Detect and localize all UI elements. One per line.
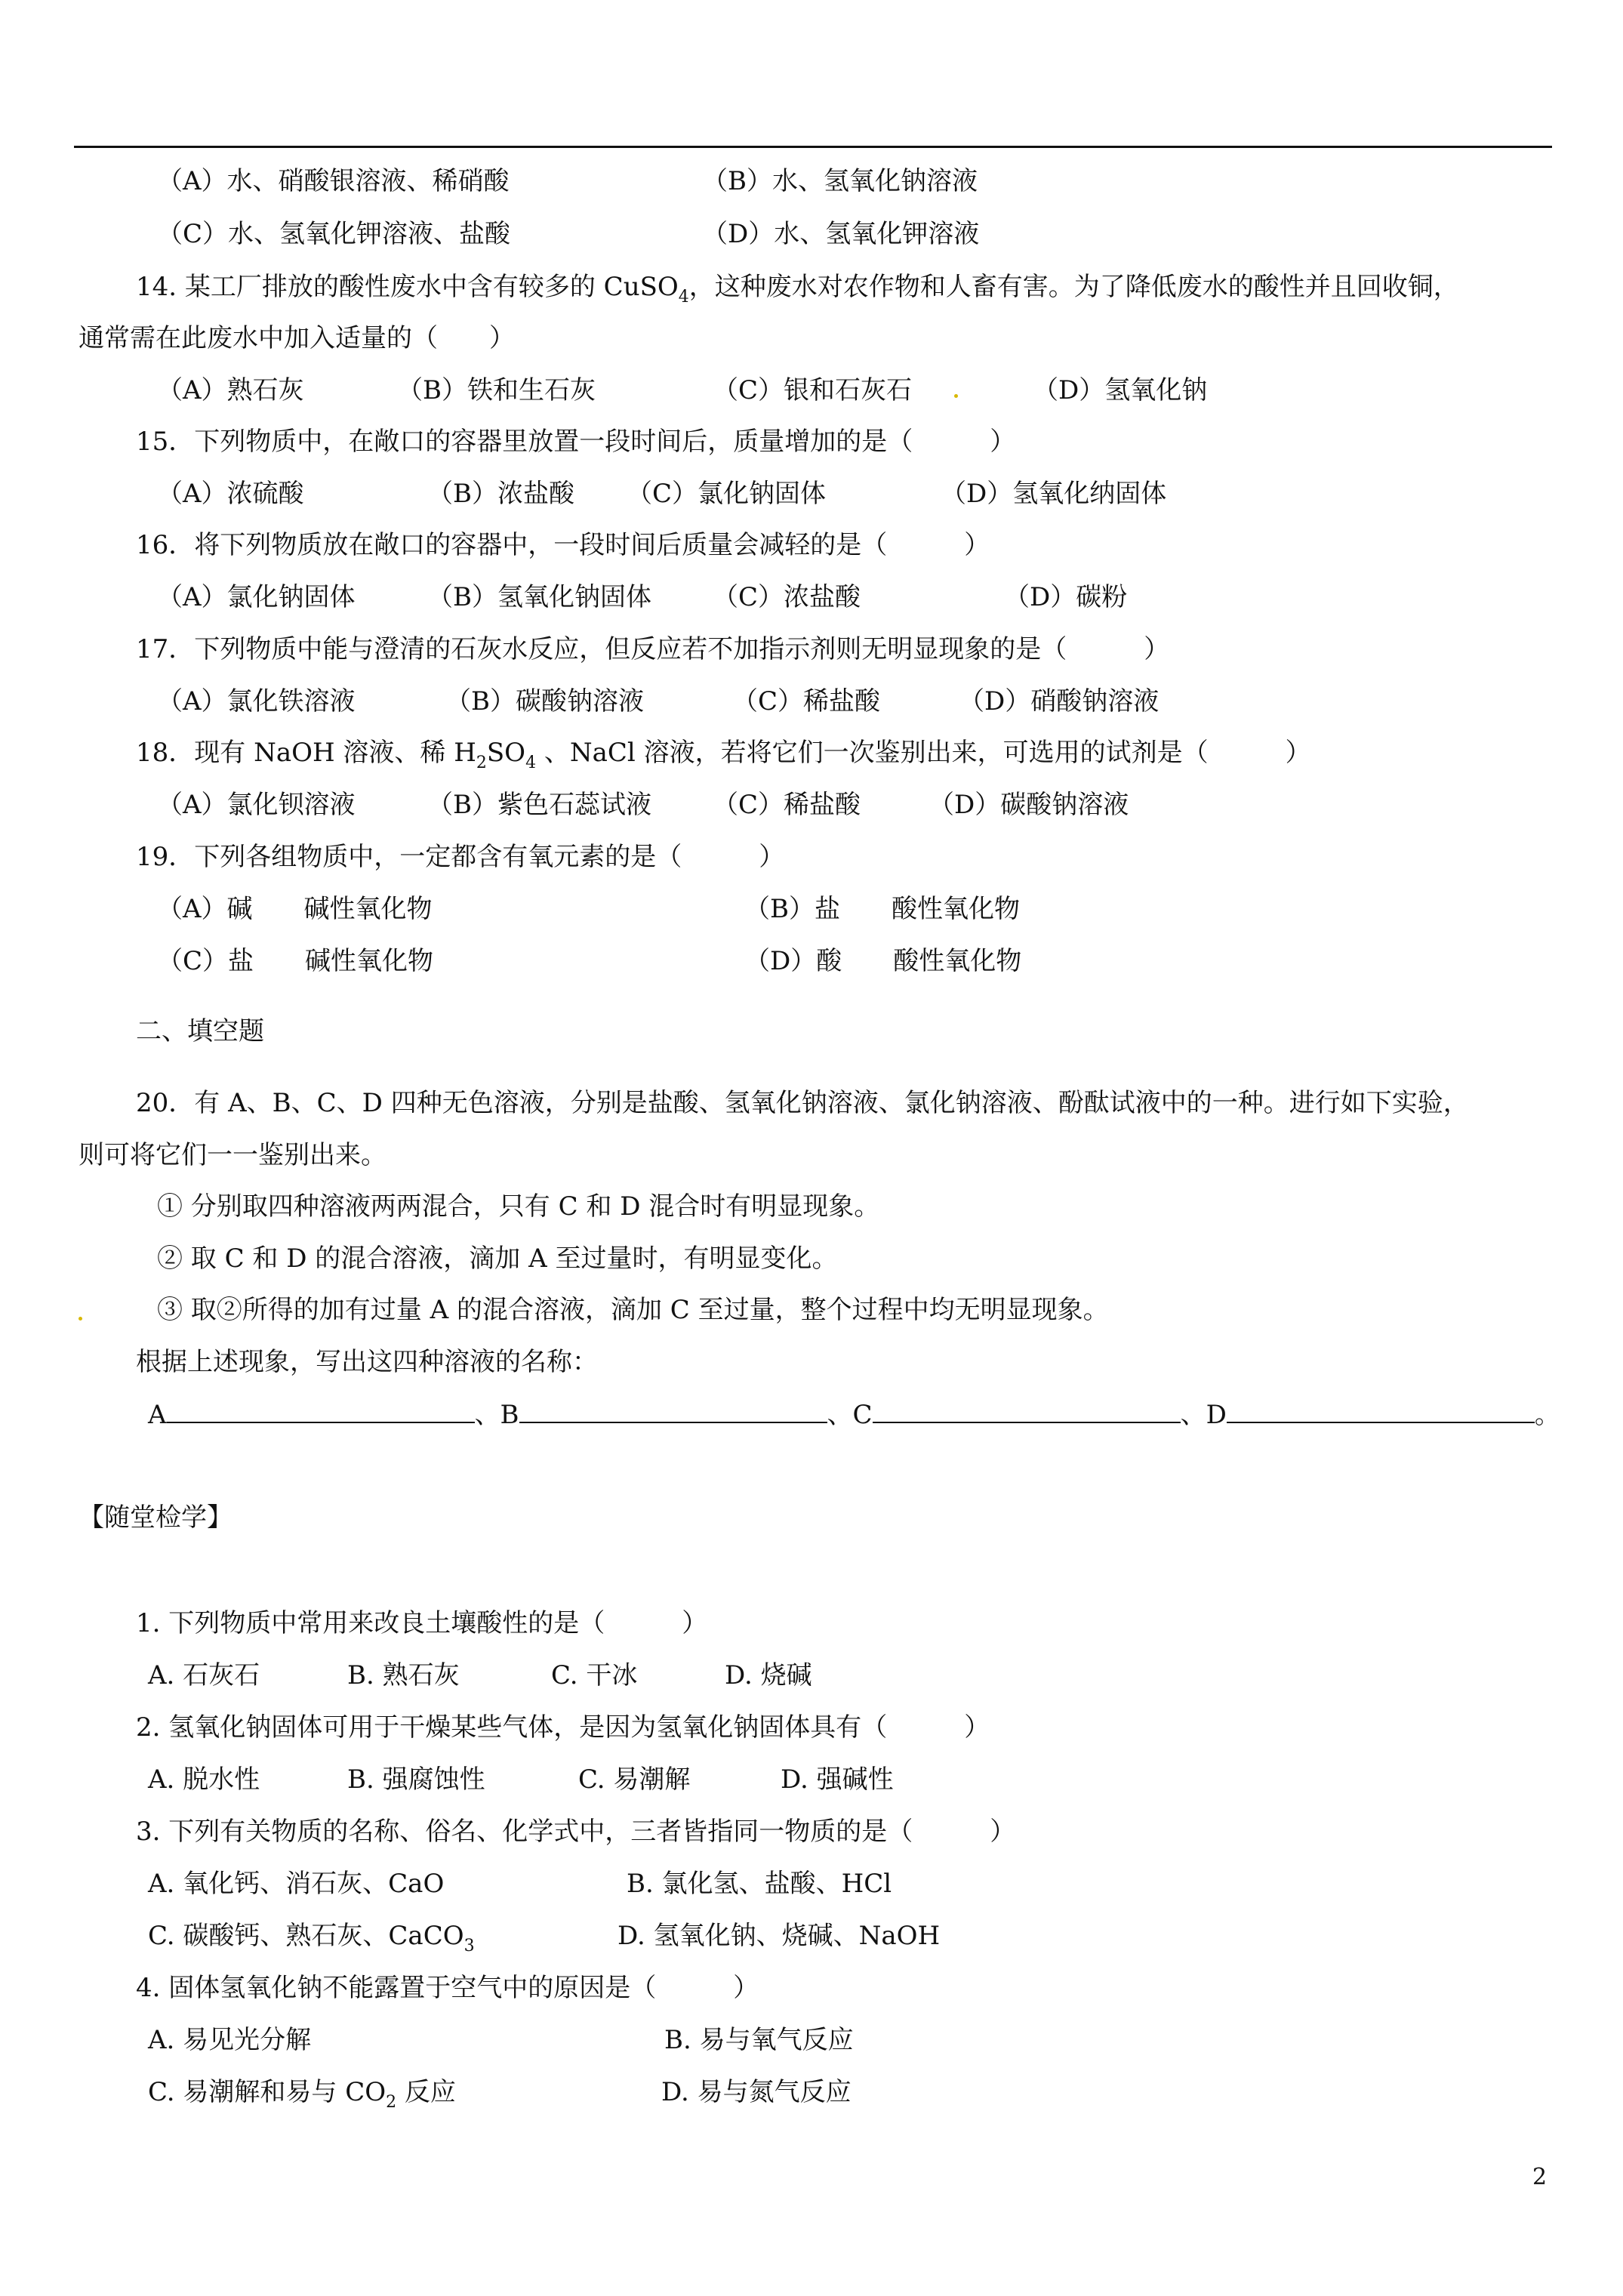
q13-option-b: （B）水、氢氧化钠溶液 xyxy=(702,166,978,196)
q20-stem-line2: 则可将它们一一鉴别出来。 xyxy=(79,1140,387,1170)
q16-stem: 16．将下列物质放在敞口的容器中，一段时间后质量会减轻的是（ ） xyxy=(136,530,990,560)
q20-label-d: 、D xyxy=(1180,1400,1227,1430)
q14-option-b: （B）铁和生石灰 xyxy=(397,375,596,405)
q20-label-c: 、C xyxy=(827,1400,873,1430)
q20-blank-d[interactable] xyxy=(1227,1399,1535,1423)
header-rule xyxy=(74,146,1552,148)
q17-option-b: （B）碳酸钠溶液 xyxy=(445,686,644,717)
q20-label-a: A xyxy=(148,1400,167,1430)
q20-label-b: 、B xyxy=(474,1400,519,1430)
quiz-q1-option-c: C. 干冰 xyxy=(551,1660,638,1690)
q19-option-c: （C）盐 碱性氧化物 xyxy=(157,946,434,976)
q15-option-a: （A）浓硫酸 xyxy=(157,479,304,509)
quiz-section-title: 【随堂检学】 xyxy=(79,1502,233,1533)
q13-option-c: （C）水、氢氧化钾溶液、盐酸 xyxy=(157,219,511,249)
q18-stem-text-2: 、NaCl 溶液，若将它们一次鉴别出来，可选用的试剂是（ ） xyxy=(536,738,1311,768)
quiz-q4-option-a: A. 易见光分解 xyxy=(148,2025,312,2055)
page-number: 2 xyxy=(1532,2164,1548,2190)
q18-subscript-4: 4 xyxy=(525,754,537,772)
quiz-q3-option-d: D. 氢氧化钠、烧碱、NaOH xyxy=(617,1921,941,1951)
q15-option-d: （D）氢氧化纳固体 xyxy=(941,479,1167,509)
q16-option-b: （B）氢氧化钠固体 xyxy=(427,582,651,612)
quiz-q3-option-c-subscript: 3 xyxy=(463,1937,475,1955)
q19-option-a: （A）碱 碱性氧化物 xyxy=(157,894,433,924)
q18-option-d: （D）碳酸钠溶液 xyxy=(929,790,1129,820)
quiz-q4-option-c-text-2: 反应 xyxy=(396,2077,456,2107)
q14-stem-text-2: ，这种废水对农作物和人畜有害。为了降低废水的酸性并且回收铜， xyxy=(688,272,1459,302)
quiz-q3-option-c-text: C. 碳酸钙、熟石灰、CaCO xyxy=(148,1921,464,1951)
q20-end-mark: 。 xyxy=(1534,1400,1560,1430)
q17-option-a: （A）氯化铁溶液 xyxy=(157,686,356,717)
q20-blank-c[interactable] xyxy=(873,1399,1181,1423)
q18-stem-so: SO xyxy=(486,738,526,768)
quiz-q1-option-a: A. 石灰石 xyxy=(148,1660,260,1690)
q17-option-d: （D）硝酸钠溶液 xyxy=(959,686,1160,717)
q20-answer-line xyxy=(148,1399,1560,1430)
quiz-q1-stem: 1. 下列物质中常用来改良土壤酸性的是（ ） xyxy=(136,1608,708,1638)
quiz-q3-stem: 3. 下列有关物质的名称、俗名、化学式中，三者皆指同一物质的是（ ） xyxy=(136,1817,1016,1847)
q19-option-d: （D）酸 酸性氧化物 xyxy=(744,946,1022,976)
q19-stem: 19．下列各组物质中，一定都含有氧元素的是（ ） xyxy=(136,842,785,872)
q20-blank-b[interactable] xyxy=(519,1399,827,1423)
q17-stem: 17．下列物质中能与澄清的石灰水反应，但反应若不加指示剂则无明显现象的是（ ） xyxy=(136,634,1170,664)
q17-option-c: （C）稀盐酸 xyxy=(732,686,881,717)
quiz-q2-option-a: A. 脱水性 xyxy=(148,1764,260,1795)
q20-step-1: ① 分别取四种溶液两两混合，只有 C 和 D 混合时有明显现象。 xyxy=(157,1191,880,1222)
q20-blank-a[interactable] xyxy=(167,1399,475,1423)
section-title-fill-in: 二、填空题 xyxy=(136,1016,264,1046)
q13-option-d: （D）水、氢氧化钾溶液 xyxy=(702,219,980,249)
ink-speck-2 xyxy=(79,1317,82,1321)
q18-option-c: （C）稀盐酸 xyxy=(713,790,861,820)
quiz-q1-option-b: B. 熟石灰 xyxy=(347,1660,460,1690)
quiz-q4-stem: 4. 固体氢氧化钠不能露置于空气中的原因是（ ） xyxy=(136,1973,759,2003)
quiz-q2-option-d: D. 强碱性 xyxy=(781,1764,894,1795)
q13-option-a: （A）水、硝酸银溶液、稀硝酸 xyxy=(157,166,510,196)
q14-option-a: （A）熟石灰 xyxy=(157,375,304,405)
q14-stem-line2: 通常需在此废水中加入适量的（ ） xyxy=(79,323,515,353)
quiz-q3-option-a: A. 氧化钙、消石灰、CaO xyxy=(148,1869,445,1899)
q20-step-3: ③ 取②所得的加有过量 A 的混合溶液，滴加 C 至过量，整个过程中均无明显现象。 xyxy=(157,1295,1109,1325)
quiz-q4-option-c-subscript: 2 xyxy=(386,2093,397,2112)
q18-option-a: （A）氯化钡溶液 xyxy=(157,790,356,820)
quiz-q1-option-d: D. 烧碱 xyxy=(725,1660,812,1690)
quiz-q3-option-b: B. 氯化氢、盐酸、HCl xyxy=(627,1869,892,1899)
q14-stem-text: 14. 某工厂排放的酸性废水中含有较多的 CuSO xyxy=(136,272,679,302)
q20-stem-line1: 20．有 A、B、C、D 四种无色溶液，分别是盐酸、氢氧化钠溶液、氯化钠溶液、酚酞试液中的一种。进行如下实验， xyxy=(136,1088,1469,1118)
q14-stem-subscript: 4 xyxy=(678,288,689,307)
quiz-q2-option-c: C. 易潮解 xyxy=(578,1764,691,1795)
q20-prompt: 根据上述现象，写出这四种溶液的名称： xyxy=(136,1347,598,1377)
q20-step-2: ② 取 C 和 D 的混合溶液，滴加 A 至过量时，有明显变化。 xyxy=(157,1244,838,1274)
quiz-q2-stem: 2. 氢氧化钠固体可用于干燥某些气体，是因为氢氧化钠固体具有（ ） xyxy=(136,1712,990,1743)
q18-stem xyxy=(136,738,1311,772)
q18-stem-text: 18．现有 NaOH 溶液、稀 H xyxy=(136,738,476,768)
q18-subscript-2: 2 xyxy=(476,754,487,772)
quiz-q3-option-c xyxy=(148,1921,475,1955)
q15-stem: 15．下列物质中，在敞口的容器里放置一段时间后，质量增加的是（ ） xyxy=(136,427,1016,457)
q15-option-b: （B）浓盐酸 xyxy=(427,479,574,509)
q15-option-c: （C）氯化钠固体 xyxy=(627,479,827,509)
ink-speck xyxy=(954,394,958,398)
q16-option-a: （A）氯化钠固体 xyxy=(157,582,356,612)
q14-option-c: （C）银和石灰石 xyxy=(713,375,913,405)
quiz-q4-option-c xyxy=(148,2077,456,2111)
quiz-q2-option-b: B. 强腐蚀性 xyxy=(347,1764,485,1795)
quiz-q4-option-c-text: C. 易潮解和易与 CO xyxy=(148,2077,387,2107)
q14-stem xyxy=(136,272,1459,306)
q18-option-b: （B）紫色石蕊试液 xyxy=(427,790,651,820)
quiz-q4-option-b: B. 易与氧气反应 xyxy=(664,2025,854,2055)
q19-option-b: （B）盐 酸性氧化物 xyxy=(744,894,1020,924)
q16-option-d: （D）碳粉 xyxy=(1004,582,1128,612)
quiz-q4-option-d: D. 易与氮气反应 xyxy=(661,2077,852,2107)
q14-option-d: （D）氢氧化钠 xyxy=(1033,375,1208,405)
q16-option-c: （C）浓盐酸 xyxy=(713,582,861,612)
